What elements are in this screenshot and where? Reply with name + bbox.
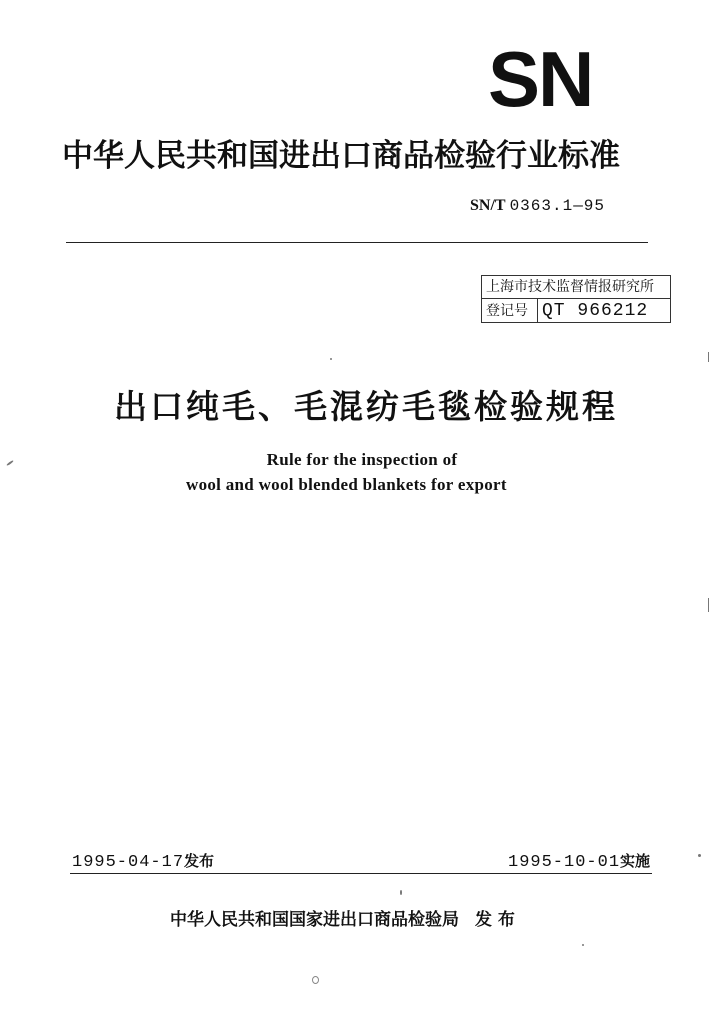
document-title-en-line2: wool and wool blended blankets for export [186,475,507,494]
scan-speck [708,598,709,612]
issuer-name: 中华人民共和国国家进出口商品检验局 [170,910,459,930]
document-title-zh: 出口纯毛、毛混纺毛毯检验规程 [114,387,618,426]
top-divider [66,242,648,243]
issue-date [72,850,214,872]
sn-logo-text: SN [488,44,593,114]
issuing-authority [170,905,515,930]
stamp-institute: 上海市技术监督情报研究所 [482,276,670,299]
bottom-divider [70,873,652,874]
implementation-date-suffix: 实施 [620,852,651,870]
standard-number [470,197,605,215]
implementation-date-value: 1995-10-01 [508,853,621,872]
scan-speck [708,352,709,362]
stamp-reg-label: 登记号 [482,299,538,323]
stamp-registration-row [482,299,670,323]
standard-code: 0363.1—95 [509,197,605,215]
org-title: 中华人民共和国进出口商品检验行业标准 [62,138,620,174]
scan-speck [330,358,332,360]
registration-stamp [481,275,671,323]
implementation-date [508,850,650,872]
sn-logo [488,44,608,114]
scan-speck [312,976,319,984]
document-title-en-line1: Rule for the inspection of [266,450,458,469]
scan-speck [400,890,402,895]
scan-speck [698,854,701,857]
standard-prefix: SN/T [470,197,506,214]
issuer-suffix: 发 布 [475,910,515,930]
issue-date-suffix: 发布 [184,852,215,870]
scan-speck [582,944,584,946]
issue-date-value: 1995-04-17 [72,853,185,872]
stamp-reg-value: QT 966212 [542,301,649,321]
